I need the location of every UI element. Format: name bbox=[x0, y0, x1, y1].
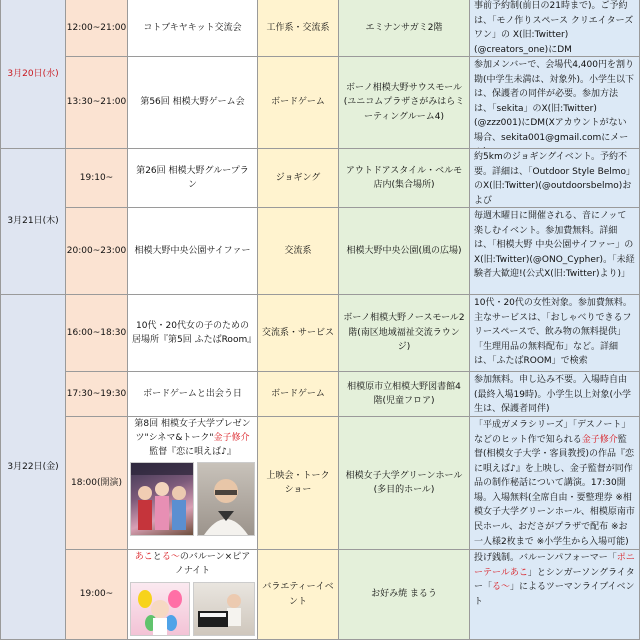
place-cell: 相模女子大学グリーンホール(多目的ホール) bbox=[339, 417, 470, 550]
title-text: と bbox=[152, 552, 162, 562]
genre-cell: 交流系 bbox=[258, 208, 339, 295]
director-name: 金子修介 bbox=[213, 432, 250, 443]
desc-cell: 参加メンバーで、会場代4,400円を割り勘(中学生未満は、対象外)。小学生以下は、保護者の同伴が必要。参加方法は、「sekita」のX(旧:Twitter)(@zzz001)にDM(Xアカウントがない場合、sekita001@gmail.comにメー bbox=[470, 57, 640, 149]
title-cell: 第26回 相模大野グループラン bbox=[128, 149, 258, 208]
event-photos bbox=[130, 582, 255, 636]
date-cell-mar20 bbox=[0, 0, 66, 149]
piano-performer-illustration bbox=[194, 583, 254, 635]
date-label: 3月22日(金) bbox=[7, 461, 59, 472]
time-cell: 20:00~23:00 bbox=[66, 208, 128, 295]
event-title bbox=[132, 418, 253, 460]
performer-name: る〜 bbox=[492, 582, 511, 593]
director-photo bbox=[197, 462, 255, 536]
place-cell: エミナンサガミ2階 bbox=[339, 0, 470, 57]
time-cell: 17:30~19:30 bbox=[66, 372, 128, 417]
title-cell: 第56回 相模大野ゲーム会 bbox=[128, 57, 258, 149]
date-cell-mar22 bbox=[0, 295, 66, 640]
performer-name: ポニーテールあこ bbox=[474, 553, 635, 578]
genre-cell: 工作系・交流系 bbox=[258, 0, 339, 57]
desc-segment: 」によるツーマンライブイベント bbox=[474, 582, 635, 607]
time-cell: 18:00(開演) bbox=[66, 417, 128, 550]
genre-cell: バラエティーイベント bbox=[258, 550, 339, 640]
desc-cell: 参加無料。申し込み不要。入場時自由(最終入場19時)。小学生以上対象(小学生は、保護者同伴) bbox=[470, 372, 640, 417]
desc-text bbox=[474, 551, 635, 609]
desc-cell: 約5kmのジョギングイベント。予約不要。詳細は、「Outdoor Style Belmo」のX(旧:Twitter)(@outdoorsbelmo)および bbox=[470, 149, 640, 208]
desc-segment: 」とシンガーソングライター「 bbox=[474, 567, 635, 593]
performer-name: る〜 bbox=[161, 552, 180, 562]
title-cell bbox=[128, 550, 258, 640]
title-text: のバルーン×ピアノナイト bbox=[174, 552, 251, 576]
title-text: 監督『恋に唄えば♪』 bbox=[149, 446, 236, 457]
time-cell: 12:00~21:00 bbox=[66, 0, 128, 57]
desc-cell bbox=[470, 417, 640, 550]
genre-cell: 交流系・サービス bbox=[258, 295, 339, 372]
place-cell: ボーノ相模大野ノースモール2階(南区地域福祉交流ラウンジ) bbox=[339, 295, 470, 372]
desc-segment: 監督(相模女子大学・客員教授)の作品『恋に唄えば♪』を上映し、金子監督が同作品の制作秘話について講演。17:30開場。入場無料(全席自由・要整理券 ※相模女子大学グリーンホール、相模原南市民ホール、おださがプラザで配布 ※お一人様2枚まで ※小学生から入場可能) bbox=[474, 434, 635, 547]
desc-segment: 「平成ガメラシリーズ」「デスノート」などのヒット作で知られる bbox=[474, 420, 631, 445]
place-cell: 相模原市立相模大野図書館4階(児童フロア) bbox=[339, 372, 470, 417]
time-cell: 19:10~ bbox=[66, 149, 128, 208]
cast-photo-illustration bbox=[131, 463, 193, 535]
genre-cell: ボードゲーム bbox=[258, 372, 339, 417]
balloon-performer-illustration bbox=[131, 583, 189, 635]
place-cell: お好み焼 まるう bbox=[339, 550, 470, 640]
place-cell: 相模大野中央公園(風の広場) bbox=[339, 208, 470, 295]
title-cell: コトブキヤキット交流会 bbox=[128, 0, 258, 57]
place-cell: アウトドアスタイル・ベルモ店内(集合場所) bbox=[339, 149, 470, 208]
director-photo-illustration bbox=[198, 463, 254, 535]
title-text: 第8回 相模女子大学プレゼンツ"シネマ&トーク" bbox=[134, 419, 251, 443]
time-cell: 13:30~21:00 bbox=[66, 57, 128, 149]
performer-photo-piano bbox=[193, 582, 255, 636]
title-cell bbox=[128, 417, 258, 550]
title-cell: ボードゲームと出会う日 bbox=[128, 372, 258, 417]
genre-cell: ジョギング bbox=[258, 149, 339, 208]
cast-photo bbox=[130, 462, 194, 536]
time-cell: 16:00~18:30 bbox=[66, 295, 128, 372]
date-cell-mar21 bbox=[0, 149, 66, 295]
performer-name: あこ bbox=[134, 552, 153, 562]
director-name: 金子修介 bbox=[581, 434, 618, 445]
desc-cell: 毎週木曜日に開催される、音にノッて楽しむイベント。参加費無料。詳細は、「相模大野 中央公園サイファー」のX(旧:Twitter)(@ONO_Cypher)。「未経験者大歓迎!(公式X(旧:Twitter)より)」 bbox=[470, 208, 640, 295]
desc-cell bbox=[470, 0, 640, 57]
desc-cell: 10代・20代の女性対象。参加費無料。主なサービスは、「おしゃべりできるフリースペースで、飲み物の無料提供」「生理用品の無料配布」など。詳細は、「ふたばROOM」で検索 bbox=[470, 295, 640, 372]
place-cell: ボーノ相模大野サウスモール(ユニコムプラザさがみはらミーティングルーム4) bbox=[339, 57, 470, 149]
time-cell: 19:00~ bbox=[66, 550, 128, 640]
genre-cell: ボードゲーム bbox=[258, 57, 339, 149]
performer-photo-balloon bbox=[130, 582, 190, 636]
desc-cell bbox=[470, 550, 640, 640]
date-label: 3月21日(木) bbox=[7, 216, 59, 227]
date-label: 3月20日(水) bbox=[7, 68, 59, 79]
title-cell: 10代・20代女の子のための居場所『第5回 ふたばRoom』 bbox=[128, 295, 258, 372]
event-photos bbox=[130, 462, 255, 536]
event-title bbox=[132, 551, 253, 579]
desc-text: 事前予約制(前日の21時まで)。ご予約は、「モノ作りスペース クリエイターズワン」の X(旧:Twitter)(@creators_one)にDM bbox=[474, 1, 634, 55]
title-cell: 相模大野中央公園サイファー bbox=[128, 208, 258, 295]
desc-segment: 投げ銭制。バルーンパフォーマー「 bbox=[474, 553, 617, 563]
desc-text bbox=[474, 418, 635, 549]
genre-cell: 上映会・トークショー bbox=[258, 417, 339, 550]
